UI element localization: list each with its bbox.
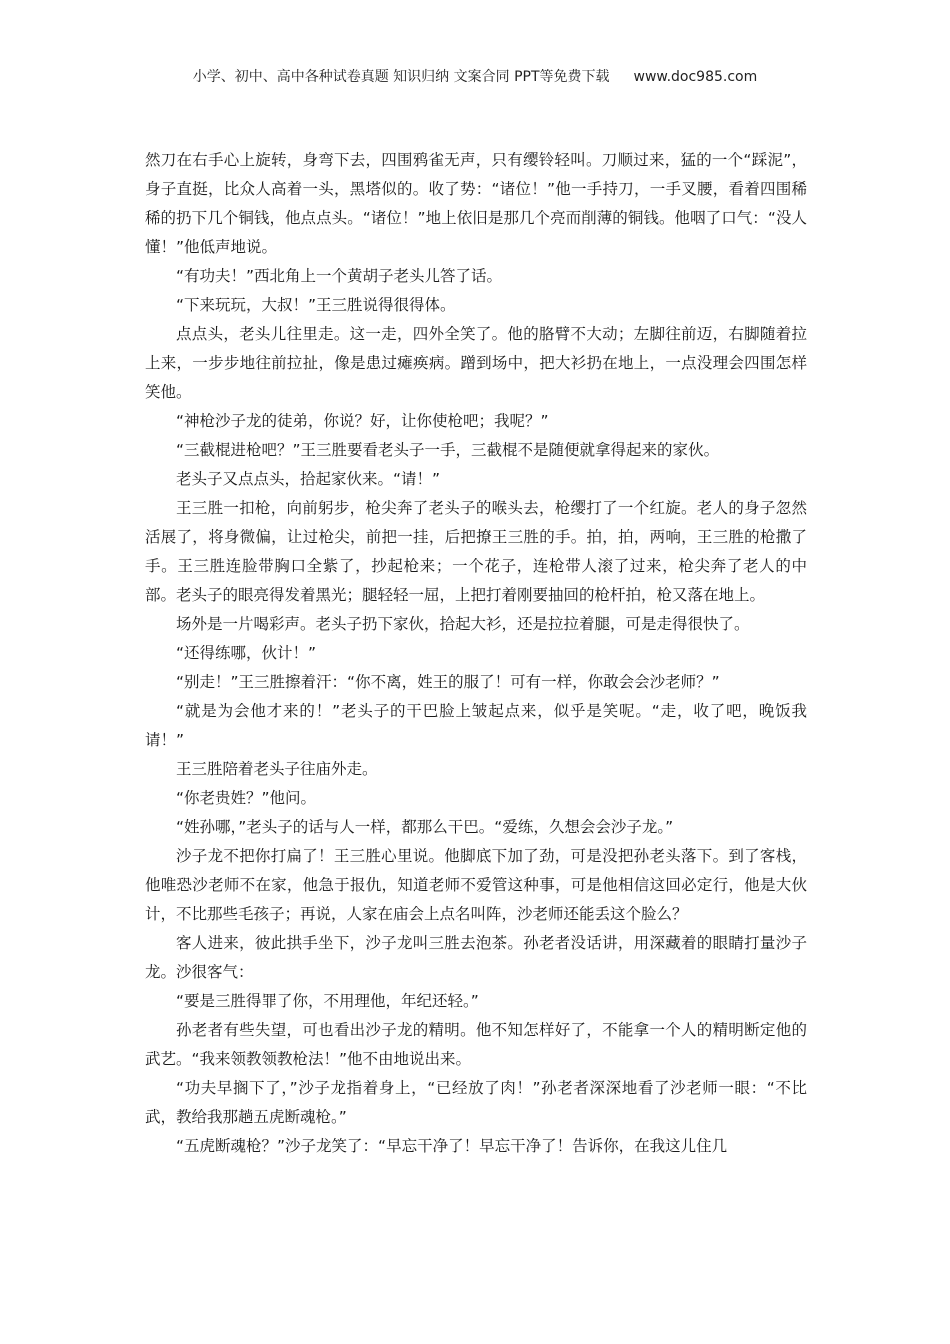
paragraph: “还得练哪，伙计！” [176, 644, 317, 662]
paragraph: 王三胜陪着老头子往庙外走。 [176, 760, 378, 778]
paragraph: “就是为会他才来的！”老头子的干巴脸上皱起点来，似乎是笑呢。“走，收了吧，晚饭我请！” [145, 702, 807, 749]
paragraph: 然刀在右手心上旋转，身弯下去，四围鸦雀无声，只有缨铃轻叫。刀顺过来，猛的一个“踩泥”，身子直挺，比众人高着一头，黑塔似的。收了势：“诸位！”他一手持刀，一手叉腰，看着四围稀稀的扔下几个铜钱，他点点头。“诸位！”地上依旧是那几个亮而削薄的铜钱。他咽了口气：“没人懂！”他低声地说。 [145, 151, 807, 256]
paragraph: “要是三胜得罪了你，不用理他，年纪还轻。” [176, 992, 479, 1010]
page-header [0, 66, 950, 86]
paragraph: 孙老者有些失望，可也看出沙子龙的精明。他不知怎样好了，不能拿一个人的精明断定他的武艺。“我来领教领教枪法！”他不由地说出来。 [145, 1021, 807, 1068]
paragraph: “你老贵姓？”他问。 [176, 789, 317, 807]
paragraph: “神枪沙子龙的徒弟，你说？好，让你使枪吧；我呢？” [176, 412, 549, 430]
paragraph: 老头子又点点头，拾起家伙来。“请！” [176, 470, 441, 488]
paragraph: “别走！”王三胜擦着汗：“你不离，姓王的服了！可有一样，你敢会会沙老师？” [176, 673, 720, 691]
paragraph: “有功夫！”西北角上一个黄胡子老头儿答了话。 [176, 267, 503, 285]
paragraph: 点点头，老头儿往里走。这一走，四外全笑了。他的胳臂不大动；左脚往前迈，右脚随着拉上来，一步步地往前拉扯，像是患过瘫痪病。蹭到场中，把大衫扔在地上，一点没理会四围怎样笑他。 [145, 325, 807, 401]
paragraph: 王三胜一扣枪，向前躬步，枪尖奔了老头子的喉头去，枪缨打了一个红旋。老人的身子忽然活展了，将身微偏，让过枪尖，前把一挂，后把撩王三胜的手。拍，拍，两响，王三胜的枪撒了手。王三胜连脸带胸口全紫了，抄起枪来；一个花子，连枪带人滚了过来，枪尖奔了老人的中部。老头子的眼亮得发着黑光；腿轻轻一屈，上把打着刚要抽回的枪杆拍，枪又落在地上。 [145, 499, 807, 604]
paragraph: “三截棍进枪吧？”王三胜要看老头子一手，三截棍不是随便就拿得起来的家伙。 [176, 441, 720, 459]
paragraph: “功夫早搁下了，”沙子龙指着身上，“已经放了肉！”孙老者深深地看了沙老师一眼：“不比武，教给我那趟五虎断魂枪。” [145, 1079, 807, 1126]
paragraph: 沙子龙不把你打扁了！王三胜心里说。他脚底下加了劲，可是没把孙老头落下。到了客栈，他唯恐沙老师不在家，他急于报仇，知道老师不爱管这种事，可是他相信这回必定行，他是大伙计，不比那些毛孩子；再说，人家在庙会上点名叫阵，沙老师还能丢这个脸么？ [145, 847, 807, 923]
document-body [145, 146, 807, 1161]
paragraph: “下来玩玩，大叔！”王三胜说得很得体。 [176, 296, 456, 314]
paragraph: “五虎断魂枪？”沙子龙笑了：“早忘干净了！早忘干净了！告诉你，在我这儿住几 [176, 1137, 728, 1155]
paragraph: 场外是一片喝彩声。老头子扔下家伙，拾起大衫，还是拉拉着腿，可是走得很快了。 [176, 615, 750, 633]
header-site-url: www.doc985.com [633, 69, 758, 85]
header-text: 小学、初中、高中各种试卷真题 知识归纳 文案合同 PPT等免费下载 [192, 69, 610, 85]
paragraph: 客人进来，彼此拱手坐下，沙子龙叫三胜去泡茶。孙老者没话讲，用深藏着的眼睛打量沙子龙。沙很客气： [145, 934, 807, 981]
paragraph: “姓孙哪，”老头子的话与人一样，都那么干巴。“爱练，久想会会沙子龙。” [176, 818, 674, 836]
